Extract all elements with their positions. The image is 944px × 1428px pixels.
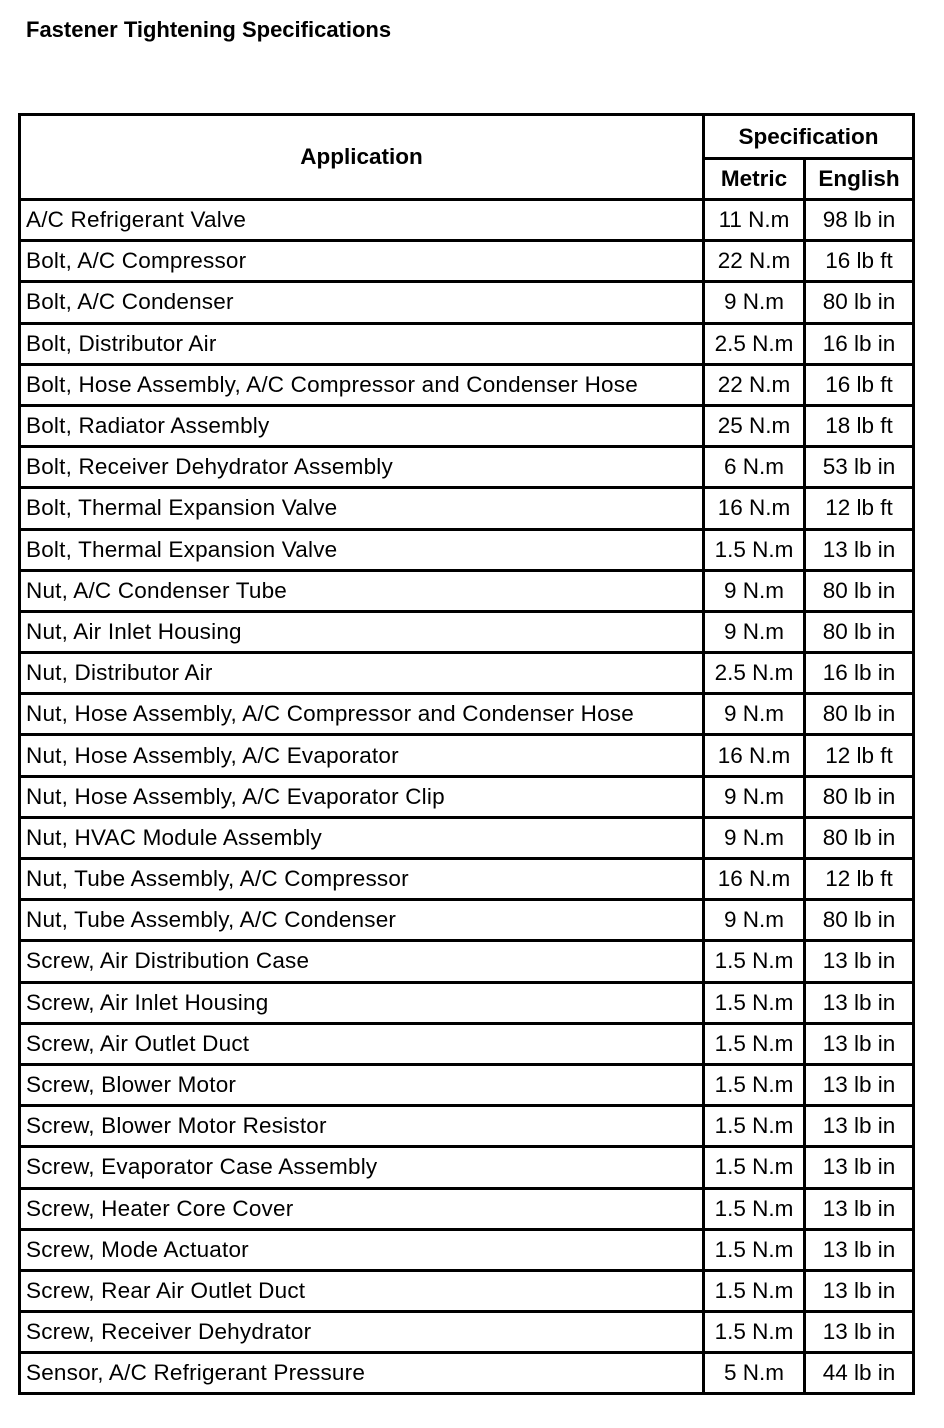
cell-application: Sensor, A/C Refrigerant Pressure (21, 1354, 705, 1392)
cell-application: Bolt, A/C Compressor (21, 242, 705, 283)
table-row (21, 1066, 912, 1107)
table-row (21, 1354, 912, 1392)
cell-metric: 9 N.m (705, 819, 806, 860)
cell-application: Nut, Tube Assembly, A/C Condenser (21, 901, 705, 942)
cell-english: 12 lb ft (806, 489, 912, 530)
cell-metric: 6 N.m (705, 448, 806, 489)
cell-metric: 22 N.m (705, 242, 806, 283)
cell-metric: 9 N.m (705, 778, 806, 819)
cell-metric: 1.5 N.m (705, 531, 806, 572)
cell-application: Nut, Tube Assembly, A/C Compressor (21, 860, 705, 901)
cell-application: Screw, Mode Actuator (21, 1231, 705, 1272)
cell-english: 53 lb in (806, 448, 912, 489)
table-row (21, 489, 912, 530)
page-title: Fastener Tightening Specifications (26, 17, 392, 42)
cell-english: 12 lb ft (806, 736, 912, 777)
table-row (21, 283, 912, 324)
cell-metric: 1.5 N.m (705, 1231, 806, 1272)
cell-application: A/C Refrigerant Valve (21, 201, 705, 242)
cell-metric: 2.5 N.m (705, 325, 806, 366)
table-row (21, 201, 912, 242)
table-row (21, 736, 912, 777)
cell-english: 13 lb in (806, 1231, 912, 1272)
table-row (21, 1272, 912, 1313)
cell-application: Screw, Blower Motor Resistor (21, 1107, 705, 1148)
cell-english: 80 lb in (806, 778, 912, 819)
cell-english: 12 lb ft (806, 860, 912, 901)
table-row (21, 860, 912, 901)
cell-metric: 9 N.m (705, 283, 806, 324)
cell-application: Bolt, Distributor Air (21, 325, 705, 366)
cell-application: Nut, A/C Condenser Tube (21, 572, 705, 613)
cell-application: Screw, Receiver Dehydrator (21, 1313, 705, 1354)
cell-metric: 9 N.m (705, 695, 806, 736)
cell-english: 18 lb ft (806, 407, 912, 448)
cell-metric: 9 N.m (705, 901, 806, 942)
table-row (21, 1107, 912, 1148)
cell-metric: 1.5 N.m (705, 1313, 806, 1354)
table-row (21, 984, 912, 1025)
cell-english: 13 lb in (806, 1190, 912, 1231)
cell-metric: 1.5 N.m (705, 1148, 806, 1189)
cell-metric: 16 N.m (705, 736, 806, 777)
cell-english: 80 lb in (806, 695, 912, 736)
cell-english: 16 lb ft (806, 366, 912, 407)
table-row (21, 1190, 912, 1231)
table-row (21, 778, 912, 819)
table-row (21, 531, 912, 572)
cell-application: Bolt, Hose Assembly, A/C Compressor and Condenser Hose (21, 366, 705, 407)
cell-application: Bolt, A/C Condenser (21, 283, 705, 324)
cell-metric: 22 N.m (705, 366, 806, 407)
fastener-spec-table (18, 113, 915, 1395)
cell-english: 16 lb in (806, 654, 912, 695)
cell-english: 44 lb in (822, 1360, 896, 1386)
cell-application: Screw, Blower Motor (21, 1066, 705, 1107)
cell-application: Bolt, Thermal Expansion Valve (21, 531, 705, 572)
cell-english: 13 lb in (806, 984, 912, 1025)
cell-english: 16 lb in (806, 325, 912, 366)
table-row (21, 654, 912, 695)
cell-application: Nut, Air Inlet Housing (21, 613, 705, 654)
table-row (21, 901, 912, 942)
cell-application: Bolt, Radiator Assembly (21, 407, 705, 448)
table-row (21, 695, 912, 736)
cell-application: Screw, Evaporator Case Assembly (21, 1148, 705, 1189)
table-row (21, 325, 912, 366)
cell-metric: 16 N.m (705, 860, 806, 901)
cell-english: 16 lb ft (806, 242, 912, 283)
table-row (21, 572, 912, 613)
table-row (21, 819, 912, 860)
cell-metric: 25 N.m (705, 407, 806, 448)
table-body (21, 201, 912, 1392)
cell-application: Nut, Hose Assembly, A/C Evaporator Clip (21, 778, 705, 819)
cell-metric: 5 N.m (705, 1354, 806, 1392)
cell-metric: 11 N.m (705, 201, 806, 242)
column-header-metric: Metric (705, 160, 806, 201)
column-header-english: English (806, 160, 912, 201)
cell-english: 13 lb in (806, 1313, 912, 1354)
table-row (21, 613, 912, 654)
cell-application: Screw, Rear Air Outlet Duct (21, 1272, 705, 1313)
cell-application: Screw, Air Inlet Housing (21, 984, 705, 1025)
table-row (21, 366, 912, 407)
cell-metric: 1.5 N.m (705, 1190, 806, 1231)
cell-application: Screw, Heater Core Cover (21, 1190, 705, 1231)
cell-english: 80 lb in (806, 283, 912, 324)
cell-metric: 9 N.m (705, 572, 806, 613)
cell-metric: 1.5 N.m (705, 1025, 806, 1066)
cell-application: Nut, Hose Assembly, A/C Compressor and Condenser Hose (21, 695, 705, 736)
cell-application: Bolt, Thermal Expansion Valve (21, 489, 705, 530)
table-row (21, 1148, 912, 1189)
cell-english: 13 lb in (806, 1272, 912, 1313)
cell-metric: 1.5 N.m (705, 1066, 806, 1107)
cell-english: 13 lb in (806, 1107, 912, 1148)
table-row (21, 407, 912, 448)
cell-english: 80 lb in (806, 572, 912, 613)
column-header-specification: Specification (705, 116, 912, 160)
cell-english: 13 lb in (806, 531, 912, 572)
cell-metric: 1.5 N.m (705, 984, 806, 1025)
cell-application: Bolt, Receiver Dehydrator Assembly (21, 448, 705, 489)
cell-english: 98 lb in (806, 201, 912, 242)
table-header (21, 116, 912, 201)
table-row (21, 1313, 912, 1354)
cell-english: 13 lb in (806, 1066, 912, 1107)
cell-metric: 9 N.m (705, 613, 806, 654)
table-row (21, 242, 912, 283)
table-row (21, 1025, 912, 1066)
cell-metric: 1.5 N.m (705, 1107, 806, 1148)
cell-english: 13 lb in (806, 1025, 912, 1066)
cell-application: Screw, Air Distribution Case (21, 942, 705, 983)
cell-metric: 1.5 N.m (705, 1272, 806, 1313)
column-header-application: Application (21, 116, 705, 201)
cell-application: Nut, HVAC Module Assembly (21, 819, 705, 860)
cell-metric: 2.5 N.m (705, 654, 806, 695)
cell-application: Nut, Distributor Air (21, 654, 705, 695)
cell-english: 80 lb in (806, 819, 912, 860)
cell-metric: 16 N.m (705, 489, 806, 530)
cell-english: 13 lb in (806, 1148, 912, 1189)
cell-metric: 1.5 N.m (705, 942, 806, 983)
table-row (21, 942, 912, 983)
cell-english: 80 lb in (806, 901, 912, 942)
table-row (21, 448, 912, 489)
cell-english: 13 lb in (806, 942, 912, 983)
cell-english: 80 lb in (806, 613, 912, 654)
cell-application: Nut, Hose Assembly, A/C Evaporator (21, 736, 705, 777)
table-row (21, 1231, 912, 1272)
cell-application: Screw, Air Outlet Duct (21, 1025, 705, 1066)
